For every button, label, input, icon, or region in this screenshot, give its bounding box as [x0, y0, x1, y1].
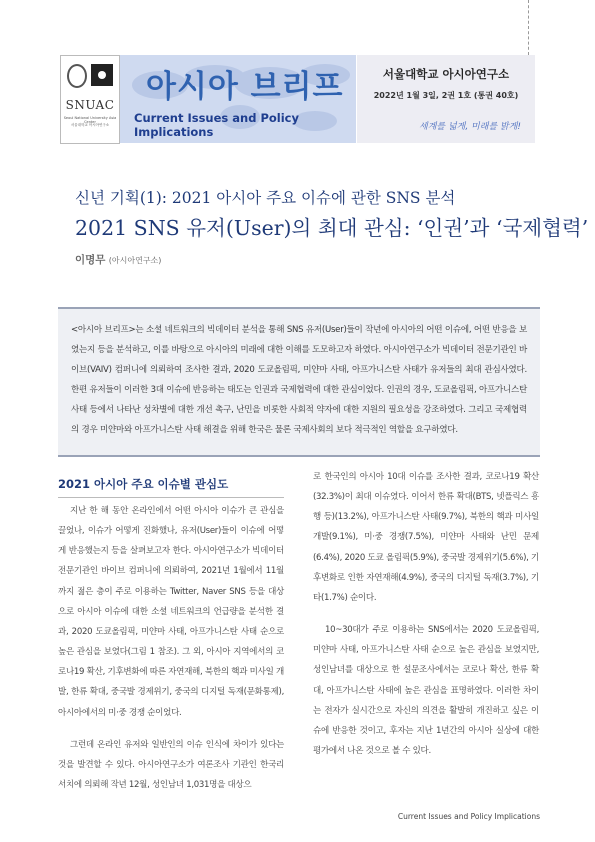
logo-subtext-ko: 서울대학교 아시아연구소 — [70, 123, 110, 127]
snuac-logo — [60, 55, 120, 144]
body-paragraph: 10~30대가 주로 이용하는 SNS에서는 2020 도쿄올림픽, 미얀마 사태, 아프가니스탄 사태 순으로 높은 관심을 보였지만, 성인남녀를 대상으로 한 설문조사에서는 코로나 확산, 한류 확대, 아프가니스탄 사태에 높은 관심을 표명하였다. 이러한 차이는 전자가 실시간으로 자신의 의견을 활발히 개진하고 싶은 이슈에 반응한 것이고, 후자는 지난 1년간의 아시아 실상에 대한 평가에서 나온 것으로 볼 수 있다. — [313, 625, 539, 757]
asia-center-mark-icon — [91, 64, 113, 86]
issue-info-panel — [357, 55, 535, 143]
author-line — [75, 252, 161, 267]
issue-info: 2022년 1월 3일, 2권 1호 (통권 40호) — [373, 91, 519, 100]
body-paragraph: 그런데 온라인 유저와 일반인의 이슈 인식에 차이가 있다는 것을 발견할 수 있다. 아시아연구소가 여론조사 기관인 한국리서치에 의뢰해 작년 12월, 성인남녀 1,031명을 대상으 — [58, 739, 284, 791]
author-affiliation: (아시아연구소) — [108, 256, 162, 265]
brand-subtitle: Current Issues and Policy Implications — [134, 111, 299, 139]
section-divider — [58, 497, 284, 498]
page-footer: Current Issues and Policy Implications — [397, 812, 540, 821]
slogan: 세계를 넓게, 미래를 밝게! — [419, 122, 521, 132]
summary-text: <아시아 브리프>는 소셜 네트워크의 빅데이터 분석을 통해 SNS 유저(User)들이 작년에 아시아의 어떤 이슈에, 어떤 반응을 보였는지 등을 분석하고, 이를 바탕으로 아시아의 미래에 대한 이해를 도모하고자 하였다. 아시아연구소가 빅데이터 전문기관인 바이브(VAIV) 컴퍼니에 의뢰하여 조사한 결과, 2020 도쿄올림픽, 미얀마 사태, 아프가니스탄 사태가 유저들의 최대 관심사였다. 한편 유저들이 이러한 3대 이슈에 반응하는 태도는 인권과 국제협력에 대한 관심이었다. 인권의 경우, 도쿄올림픽, 아프가니스탄 사태 등에서 나타난 성차별에 대한 개선 촉구, 난민을 비롯한 사회적 약자에 대한 지원의 필요성을 강조하였다. 그리고 국제협력의 경우 미얀마와 아프가니스탄 사태 해결을 위해 한국은 물론 국제사회의 보다 적극적인 역할을 요구하였다. — [71, 325, 527, 436]
author-name: 이명무 — [75, 254, 106, 266]
logo-subtext-en: Seoul National University Asia Center — [63, 116, 117, 124]
body-paragraph: 로 한국인의 아시아 10대 이슈를 조사한 결과, 코로나19 확산(32.3%)이 최대 이슈였다. 이어서 한류 확대(BTS, 넷플릭스 흥행 등)(13.2%), 아프가니스탄 사태(9.7%), 북한의 핵과 미사일 개발(9.1%), 미·중 경쟁(7.5%), 미얀마 사태와 난민 문제(6.4%), 2020 도쿄 올림픽(5.9%), 중국발 경제위기(5.6%), 기후변화로 인한 자연재해(4.9%), 중국의 디지털 독재(3.7%), 기타(1.7%) 순이다. — [313, 472, 539, 603]
body-paragraph: 지난 한 해 동안 온라인에서 어떤 아시아 이슈가 큰 관심을 끌었나, 이슈가 어떻게 진화했나, 유저(User)들이 이슈에 어떻게 반응했는지 등을 살펴보고자 한다. 아시아연구소가 빅데이터 전문기관인 바이브 컴퍼니에 의뢰하여, 2021년 1월에서 11월까지 젊은 층이 주로 이용하는 Twitter, Naver SNS 등을 대상으로 아시아 이슈에 대한 소셜 네트워크의 언급량을 분석한 결과, 2020 도쿄올림픽, 미얀마 사태, 아프가니스탄 사태 순으로 높은 관심을 보였다(그림 1 참조). 그 외, 아시아 지역에서의 코로나19 확산, 기후변화에 따른 자연재해, 북한의 핵과 미사일 개발, 한류 확대, 중국발 경제위기, 중국의 디지털 독재(문화통제), 아시아에서의 미·중 경쟁 순이었다. — [58, 506, 284, 718]
page-header — [0, 0, 595, 148]
university-emblem-icon — [67, 64, 87, 88]
institution-name: 서울대학교 아시아연구소 — [382, 67, 510, 81]
article-subtitle: 신년 기획(1): 2021 아시아 주요 이슈에 관한 SNS 분석 — [75, 189, 456, 207]
summary-box — [58, 307, 540, 457]
brand-title: 아시아 브리프 — [146, 69, 344, 105]
logo-text: SNUAC — [65, 98, 115, 112]
left-column — [58, 501, 284, 807]
section-heading: 2021 아시아 주요 이슈별 관심도 — [58, 477, 229, 491]
header-dashed-divider — [528, 0, 529, 55]
right-column — [313, 467, 539, 773]
article-title: 2021 SNS 유저(User)의 최대 관심: ‘인권’과 ‘국제협력’ — [75, 216, 589, 240]
brand-banner — [120, 55, 356, 143]
